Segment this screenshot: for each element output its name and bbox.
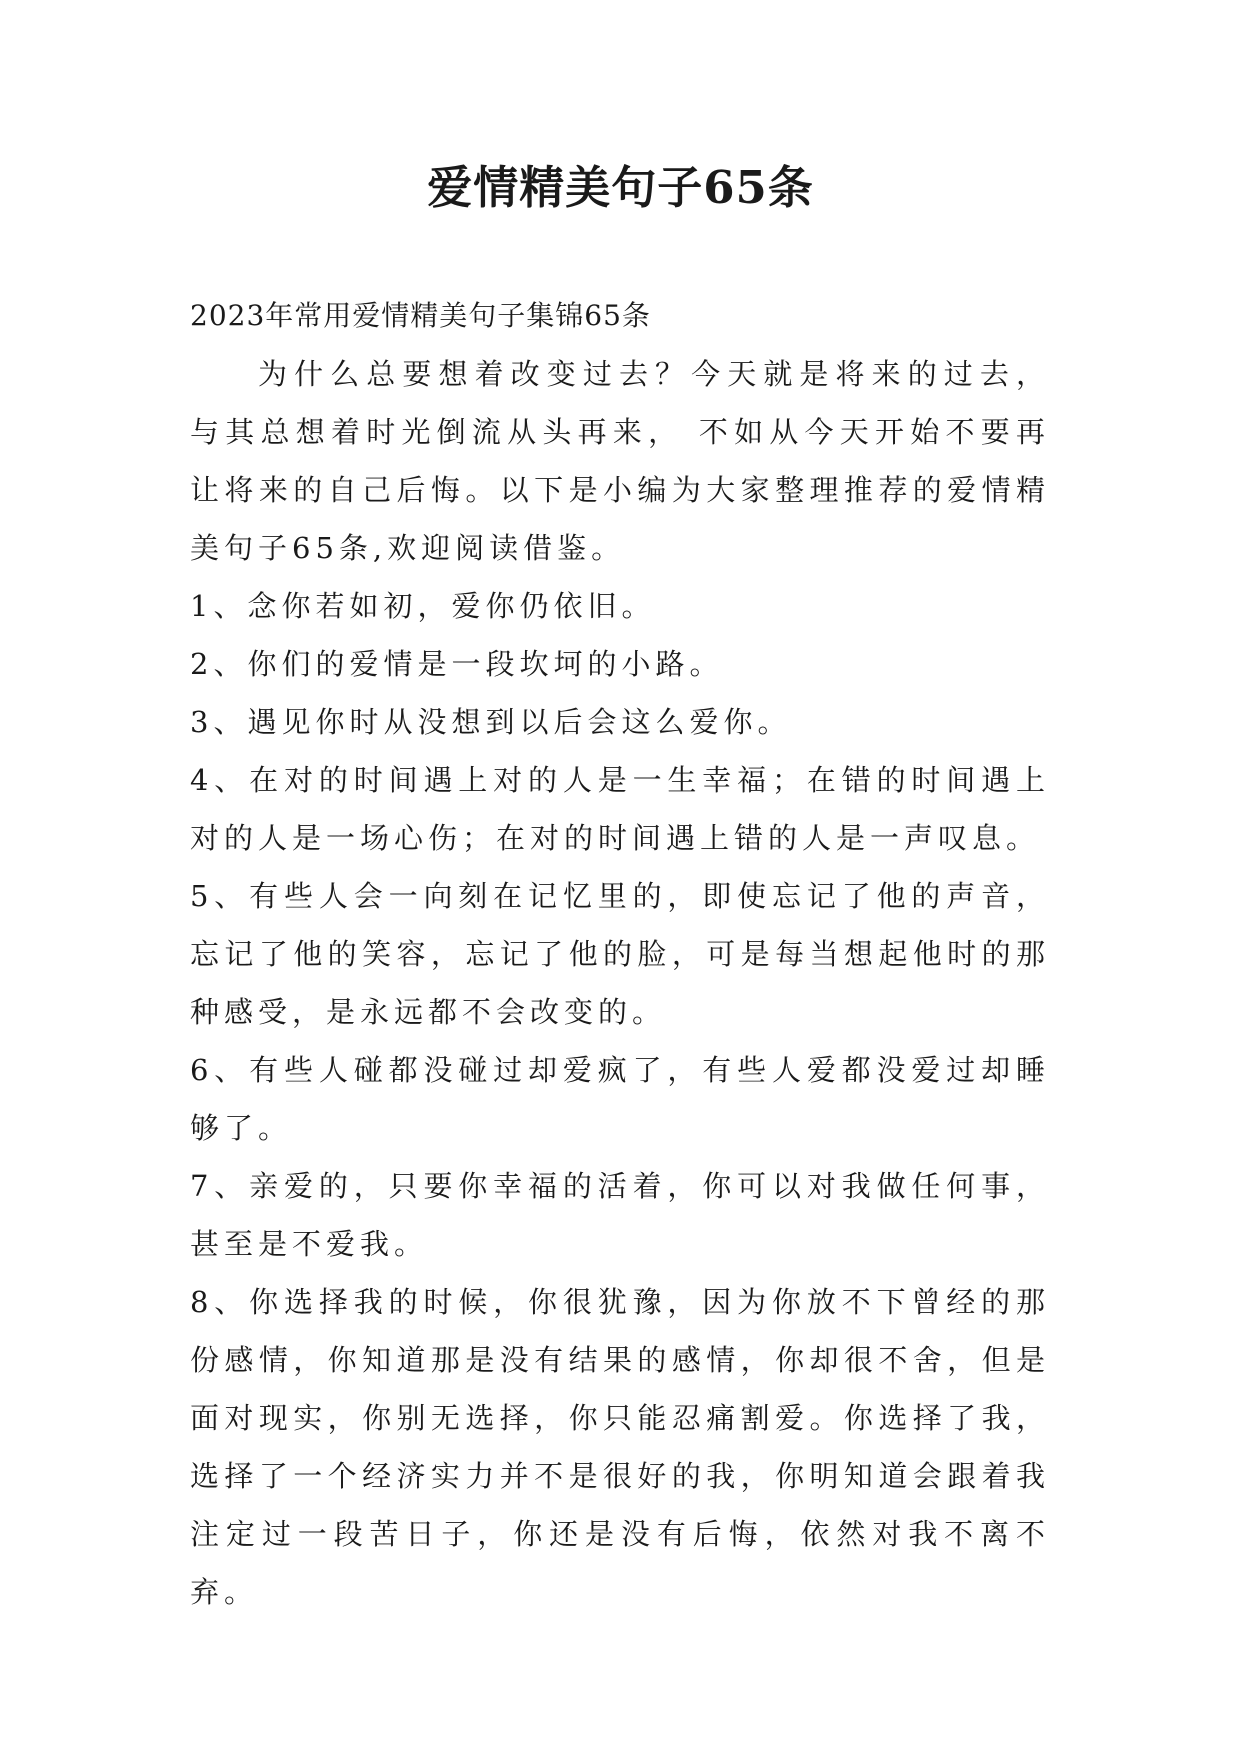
list-item: 5、有些人会一向刻在记忆里的，即使忘记了他的声音，忘记了他的笑容，忘记了他的脸，可是每当想起他时的那种感受，是永远都不会改变的。 [190,879,1050,1029]
list-item: 2、你们的爱情是一段坎坷的小路。 [190,647,724,681]
list-item: 7、亲爱的，只要你幸福的活着，你可以对我做任何事，甚至是不爱我。 [190,1169,1050,1261]
intro-paragraph: 为什么总要想着改变过去？今天就是将来的过去， 与其总想着时光倒流从头再来， 不如从今天开始不要再让将来的自己后悔。以下是小编为大家整理推荐的爱情精美句子65条,欢迎阅读借鉴。 [190,357,1050,565]
list-item: 8、你选择我的时候，你很犹豫，因为你放不下曾经的那份感情，你知道那是没有结果的感情，你却很不舍，但是面对现实，你别无选择，你只能忍痛割爱。你选择了我，选择了一个经济实力并不是很好的我，你明知道会跟着我注定过一段苦日子，你还是没有后悔，依然对我不离不弃。 [190,1285,1050,1609]
list-item: 6、有些人碰都没碰过却爱疯了，有些人爱都没爱过却睡够了。 [190,1053,1050,1145]
document-subtitle: 2023年常用爱情精美句子集锦65条 [190,299,651,332]
document-title: 爱情精美句子65条 [427,161,814,214]
list-item: 3、遇见你时从没想到以后会这么爱你。 [190,705,792,739]
list-item: 4、在对的时间遇上对的人是一生幸福；在错的时间遇上对的人是一场心伤；在对的时间遇上错的人是一声叹息。 [190,763,1050,855]
list-item: 1、念你若如初，爱你仍依旧。 [190,589,656,623]
document-body [190,287,1050,1621]
